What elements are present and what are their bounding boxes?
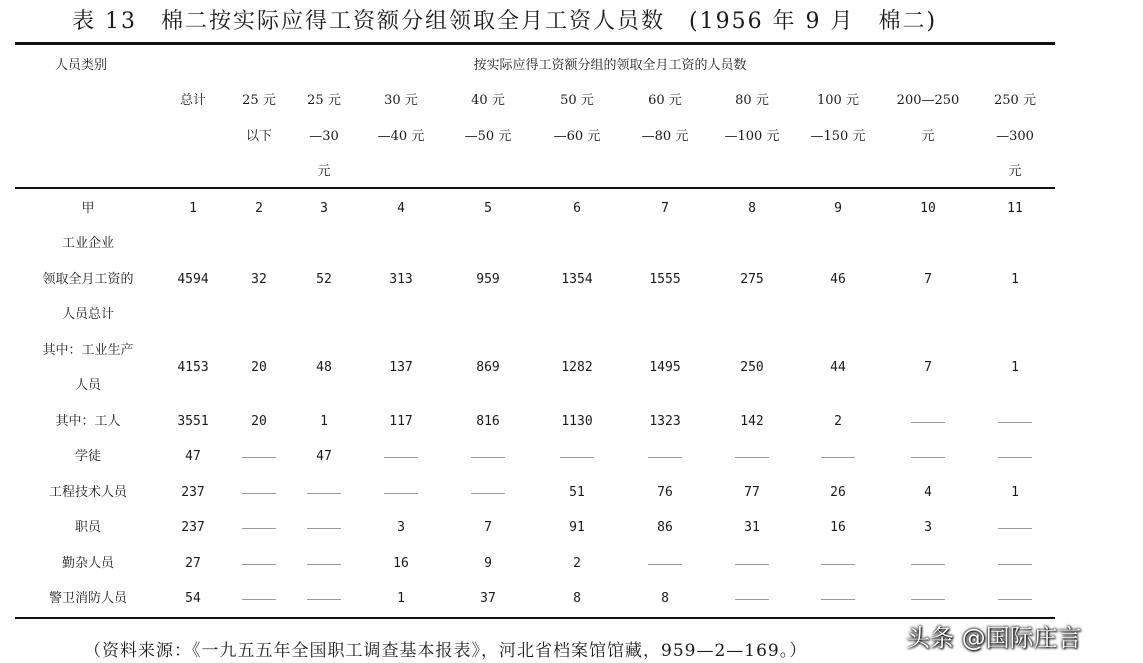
column-header: 80 元 <box>735 93 769 108</box>
empty-dash <box>821 457 855 458</box>
empty-dash <box>307 564 341 565</box>
table-cell: 16 <box>830 520 846 535</box>
empty-dash <box>560 457 594 458</box>
column-header: 以下 <box>245 128 272 144</box>
table-cell: 1495 <box>649 360 681 376</box>
table-cell: 16 <box>393 555 409 571</box>
column-header: —80 元 <box>641 128 689 144</box>
category-header: 人员类别 <box>55 58 108 73</box>
empty-dash <box>998 457 1032 458</box>
table-cell: 1354 <box>561 271 593 287</box>
table-cell: 7 <box>924 271 932 287</box>
empty-dash <box>998 422 1032 423</box>
table-cell: 1 <box>1011 484 1019 500</box>
table-cell: 250 <box>740 360 764 376</box>
column-header: —100 元 <box>724 128 780 144</box>
column-header: 250 元 <box>994 93 1036 108</box>
column-header: 元 <box>921 128 935 144</box>
empty-dash <box>384 457 418 458</box>
empty-dash <box>998 599 1032 600</box>
empty-dash <box>307 493 341 494</box>
row-label: 学徒 <box>74 449 101 464</box>
table-cell: 52 <box>316 271 332 287</box>
empty-dash <box>648 564 682 565</box>
row-label: 其中：工人 <box>55 413 121 429</box>
empty-dash <box>384 493 418 494</box>
table-cell: 1 <box>397 591 405 606</box>
row-label: 警卫消防人员 <box>48 591 127 606</box>
row-label: 勤杂人员 <box>61 555 114 571</box>
table-cell: 20 <box>251 413 267 429</box>
table-cell: 31 <box>744 520 760 535</box>
empty-dash <box>307 599 341 600</box>
index-cell: 9 <box>834 201 842 216</box>
index-cell: 8 <box>748 201 756 216</box>
table-cell: 1130 <box>561 413 593 429</box>
empty-dash <box>242 564 276 565</box>
empty-dash <box>911 599 945 600</box>
index-cell: 6 <box>573 201 581 216</box>
row-label: 领取全月工资的 <box>42 271 134 287</box>
table-cell: 47 <box>316 449 332 464</box>
column-header: 总计 <box>179 93 206 108</box>
table-cell: 27 <box>185 555 201 571</box>
table-cell: 9 <box>484 555 492 571</box>
table-cell: 137 <box>389 360 413 376</box>
table-cell: 1 <box>1011 360 1019 376</box>
index-cell: 10 <box>920 201 936 216</box>
column-header: —40 元 <box>377 128 425 144</box>
table-cell: 3 <box>397 520 405 535</box>
index-cell: 11 <box>1007 201 1023 216</box>
column-header: —60 元 <box>553 128 601 144</box>
table-cell: 237 <box>181 484 205 500</box>
table-cell: 1323 <box>649 413 681 429</box>
row-label: 职员 <box>74 520 101 535</box>
empty-dash <box>911 457 945 458</box>
column-header: 100 元 <box>817 93 859 108</box>
column-header: 25 元 <box>307 93 341 108</box>
table-cell: 869 <box>476 360 500 376</box>
table-cell: 237 <box>181 520 205 535</box>
table-cell: 44 <box>830 360 846 376</box>
table-cell: 2 <box>834 413 842 429</box>
table-cell: 46 <box>830 271 846 287</box>
table-cell: 7 <box>484 520 492 535</box>
table-cell: 32 <box>251 271 267 287</box>
empty-dash <box>735 599 769 600</box>
column-header: 40 元 <box>471 93 505 108</box>
table-cell: 4153 <box>177 360 209 376</box>
table-cell: 48 <box>316 360 332 376</box>
row-label: 人员总计 <box>61 307 114 322</box>
column-header: 60 元 <box>648 93 682 108</box>
group-header: 按实际应得工资额分组的领取全月工资的人员数 <box>473 58 747 73</box>
empty-dash <box>998 528 1032 529</box>
index-cell: 2 <box>255 201 263 216</box>
table-cell: 4594 <box>177 271 209 287</box>
column-header: 25 元 <box>242 93 276 108</box>
table-cell: 54 <box>185 591 201 606</box>
table-cell: 86 <box>657 520 673 535</box>
column-header: 元 <box>1008 164 1022 179</box>
table-cell: 20 <box>251 360 267 376</box>
table-cell: 26 <box>830 484 846 500</box>
table-cell: 3551 <box>177 413 209 429</box>
empty-dash <box>307 528 341 529</box>
table-cell: 47 <box>185 449 201 464</box>
index-cell: 3 <box>320 201 328 216</box>
empty-dash <box>471 493 505 494</box>
empty-dash <box>471 457 505 458</box>
empty-dash <box>242 493 276 494</box>
row-label: 甲 <box>81 201 95 216</box>
table-cell: 1282 <box>561 360 593 376</box>
empty-dash <box>242 528 276 529</box>
table-cell: 959 <box>476 271 500 287</box>
table-cell: 1 <box>1011 271 1019 287</box>
table-cell: 2 <box>573 555 581 571</box>
column-header: —50 元 <box>464 128 512 144</box>
row-label: 人员 <box>74 378 101 393</box>
empty-dash <box>911 422 945 423</box>
empty-dash <box>735 564 769 565</box>
column-header: 50 元 <box>560 93 594 108</box>
column-header: —300 <box>996 128 1034 144</box>
table-cell: 51 <box>569 484 585 500</box>
row-label: 其中：工业生产 <box>42 342 134 358</box>
empty-dash <box>242 457 276 458</box>
top-rule <box>15 42 1055 45</box>
bottom-rule <box>15 617 1055 619</box>
table-cell: 3 <box>924 520 932 535</box>
table-cell: 8 <box>573 591 581 606</box>
empty-dash <box>998 564 1032 565</box>
empty-dash <box>821 564 855 565</box>
table-cell: 77 <box>744 484 760 500</box>
table-cell: 4 <box>924 484 932 500</box>
table-cell: 816 <box>476 413 500 429</box>
empty-dash <box>242 599 276 600</box>
table-cell: 91 <box>569 520 585 535</box>
column-header: 元 <box>317 164 331 179</box>
source-note: （资料来源：《一九五五年全国职工调查基本报表》，河北省档案馆馆藏，959—2—169。） <box>84 641 808 661</box>
index-cell: 7 <box>661 201 669 216</box>
index-cell: 5 <box>484 201 492 216</box>
table-cell: 1 <box>320 413 328 429</box>
table-cell: 117 <box>389 413 413 429</box>
table-cell: 1555 <box>649 271 681 287</box>
empty-dash <box>735 457 769 458</box>
table-cell: 7 <box>924 360 932 376</box>
empty-dash <box>911 564 945 565</box>
column-header: 30 元 <box>384 93 418 108</box>
table-cell: 76 <box>657 484 673 500</box>
index-cell: 1 <box>189 201 197 216</box>
row-label: 工业企业 <box>61 236 114 251</box>
table-cell: 142 <box>740 413 764 429</box>
empty-dash <box>821 599 855 600</box>
empty-dash <box>648 457 682 458</box>
watermark: 头条 @国际庄言 <box>906 624 1082 652</box>
index-cell: 4 <box>397 201 405 216</box>
row-label: 工程技术人员 <box>48 484 127 500</box>
table-cell: 313 <box>389 271 413 287</box>
header-rule <box>15 187 1055 189</box>
column-header: —30 <box>309 128 339 144</box>
column-header: —150 元 <box>810 128 866 144</box>
table-cell: 275 <box>740 271 764 287</box>
column-header: 200—250 <box>896 93 960 108</box>
table-cell: 8 <box>661 591 669 606</box>
table-cell: 37 <box>480 591 496 606</box>
table-title: 表 13 棉二按实际应得工资额分组领取全月工资人员数 (1956 年 9 月 棉二) <box>72 9 938 34</box>
